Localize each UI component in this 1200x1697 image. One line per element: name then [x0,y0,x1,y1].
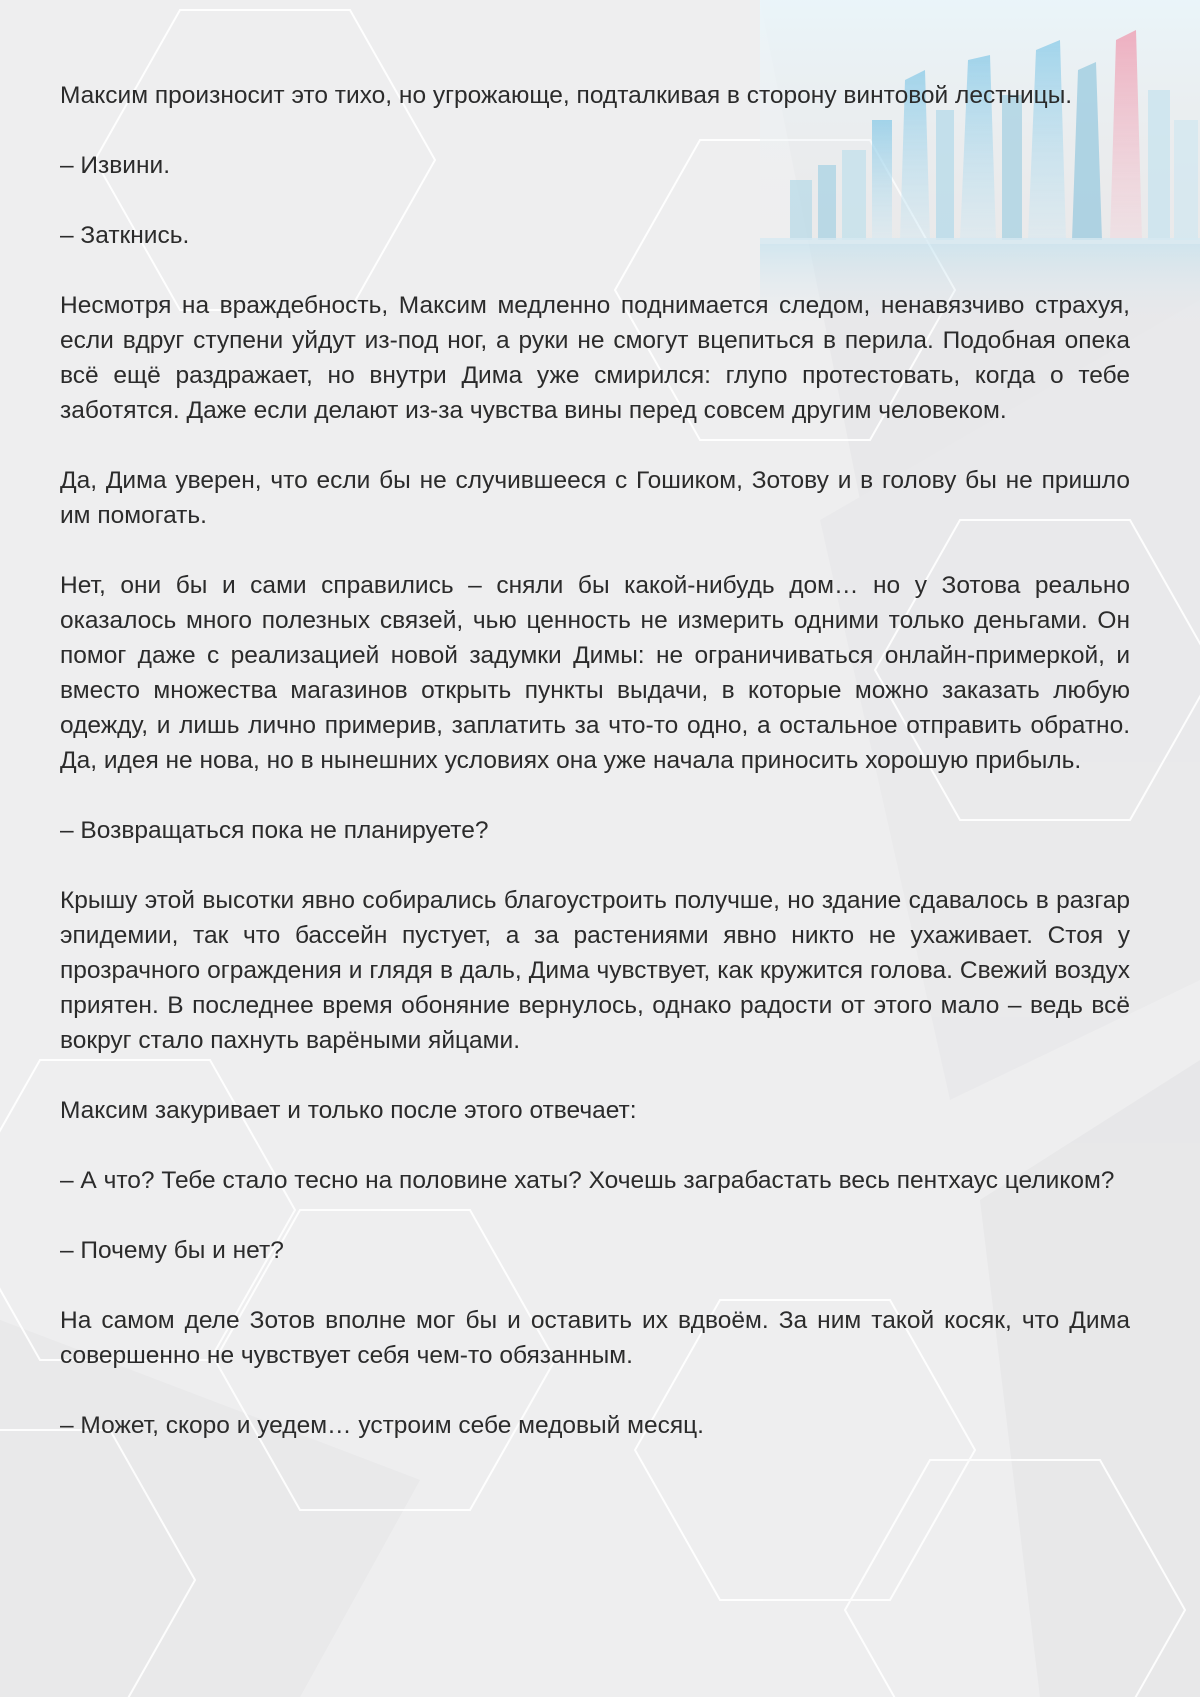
paragraph: Максим произносит это тихо, но угрожающе, подталкивая в сторону винтовой лестницы. [60,82,1073,109]
paragraph: – А что? Тебе стало тесно на половине хаты? Хочешь заграбастать весь пентхаус целиком? [60,1167,1115,1194]
paragraph: Крышу этой высотки явно собирались благоустроить получше, но здание сдавалось в разгар эпидемии, так что бассейн пустует, а за растениями явно никто не ухаживает. Стоя у прозрачного ограждения и глядя в даль, Дима чувствует, как кружится голова. Свежий воздух приятен. В последнее время обоняние вернулось, однако радости от этого мало – ведь всё вокруг стало пахнуть варёными яйцами. [60,887,1130,1054]
paragraph: – Почему бы и нет? [60,1237,284,1264]
paragraph: Да, Дима уверен, что если бы не случившееся с Гошиком, Зотову и в голову бы не пришло им помогать. [60,467,1130,529]
paragraph: – Может, скоро и уедем… устроим себе медовый месяц. [60,1412,704,1439]
paragraph: Максим закуривает и только после этого отвечает: [60,1097,637,1124]
document-body [60,78,1130,1478]
paragraph: Нет, они бы и сами справились – сняли бы какой-нибудь дом… но у Зотова реально оказалось много полезных связей, чью ценность не измерить одними только деньгами. Он помог даже с реализацией новой задумки Димы: не ограничиваться онлайн-примеркой, и вместо множества магазинов открыть пункты выдачи, в которые можно заказать любую одежду, и лишь лично примерив, заплатить за что-то одно, а остальное отправить обратно. Да, идея не нова, но в нынешних условиях она уже начала приносить хорошую прибыль. [60,572,1130,774]
paragraph: – Заткнись. [60,222,190,249]
paragraph: – Возвращаться пока не планируете? [60,817,489,844]
paragraph: На самом деле Зотов вполне мог бы и оставить их вдвоём. За ним такой косяк, что Дима совершенно не чувствует себя чем-то обязанным. [60,1307,1130,1369]
paragraph: – Извини. [60,152,170,179]
paragraph: Несмотря на враждебность, Максим медленно поднимается следом, ненавязчиво страхуя, если вдруг ступени уйдут из-под ног, а руки не смогут вцепиться в перила. Подобная опека всё ещё раздражает, но внутри Дима уже смирился: глупо протестовать, когда о тебе заботятся. Даже если делают из-за чувства вины перед совсем другим человеком. [60,292,1130,424]
